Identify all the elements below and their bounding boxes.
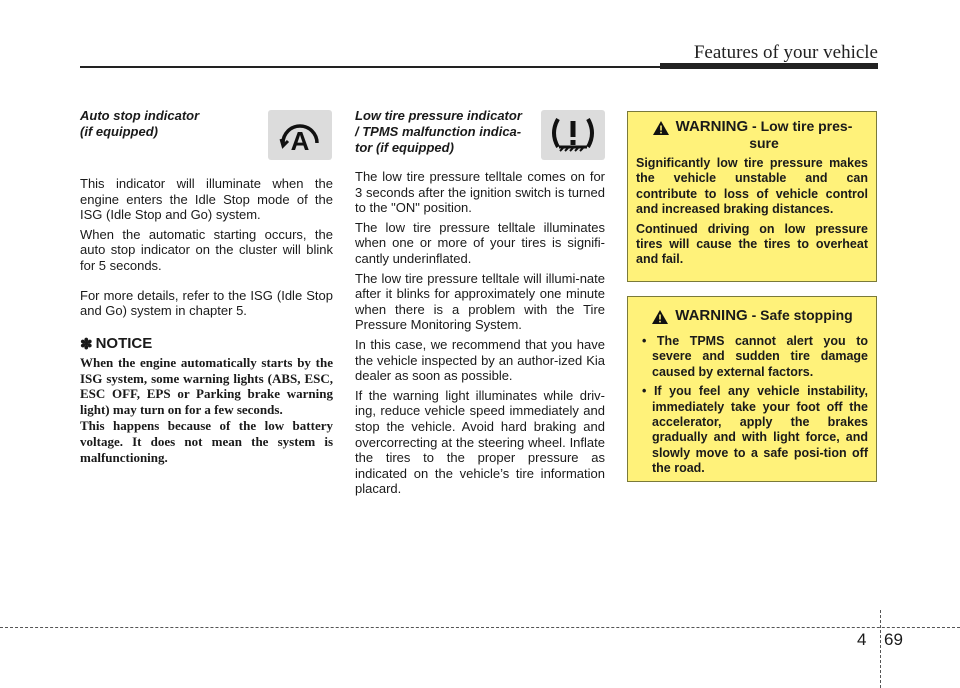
warning-box-low-tire-pressure — [627, 111, 877, 282]
warning-paragraph: Significantly low tire pressure makes the vehicle unstable and can contribute to loss of vehicle control and increased braking distances. — [636, 156, 868, 217]
warning-subtitle: - Safe stopping — [751, 307, 853, 323]
warning-box-safe-stopping — [627, 296, 877, 482]
tpms-paragraph: The low tire pressure telltale illuminates when one or more of your tires is signifi-cantly underinflated. — [355, 219, 605, 266]
header-rule-accent — [660, 63, 878, 69]
notice-title — [80, 335, 333, 353]
warning-title — [675, 307, 853, 324]
notice-label: NOTICE — [95, 335, 153, 353]
tpms-paragraph: The low tire pressure telltale comes on for 3 seconds after the ignition switch is turned to the "ON" position. — [355, 169, 605, 216]
notice-symbol: ✽ — [80, 335, 93, 353]
warning-paragraph: Continued driving on low pressure tires will cause the tires to overheat and fail. — [636, 221, 868, 267]
warning-triangle-icon — [651, 309, 669, 330]
warning-bullet-list — [636, 334, 868, 477]
tpms-heading: Low tire pressure indicator / TPMS malfunction indica- tor (if equipped) — [355, 108, 522, 155]
tpms-paragraph: The low tire pressure telltale will illumi-nate after it blinks for approximately one minute when there is a problem with the Tire Pressure Monitoring System. — [355, 270, 605, 333]
footer-divider — [880, 610, 881, 688]
svg-text:A: A — [290, 126, 310, 156]
auto-stop-paragraph: This indicator will illuminate when the engine enters the Idle Stop mode of the ISG (Idle Stop and Go) system. — [80, 176, 333, 223]
tpms-paragraph: In this case, we recommend that you have the vehicle inspected by an author-ized Kia dealer as soon as possible. — [355, 336, 605, 384]
warning-label: WARNING — [675, 307, 748, 324]
warning-bullet: • If you feel any vehicle instability, immediately take your foot off the accelerator, apply the brakes gradually and with light force, and slowly move to a safe posi-tion off the road. — [642, 384, 868, 476]
chapter-number: 4 — [857, 630, 867, 649]
tire-pressure-icon — [541, 110, 605, 160]
auto-stop-icon — [268, 110, 332, 160]
notice-paragraph: When the engine automatically starts by the ISG system, some warning lights (ABS, ESC, ESC OFF, EPS or Parking brake warning light) may turn on for a few seconds. — [80, 354, 333, 418]
tpms-paragraph: If the warning light illuminates while driv-ing, reduce vehicle speed immediately and stop the vehicle. Avoid hard braking and overcorrecting at the steering wheel. Inflate the tires to the proper pressure as indicated on the vehicle’s tire information placard. — [355, 387, 605, 497]
footer-rule — [0, 627, 960, 628]
auto-stop-paragraph: For more details, refer to the ISG (Idle Stop and Go) system in chapter 5. — [80, 287, 333, 319]
page-header-title: Features of your vehicle — [693, 42, 878, 63]
warning-subtitle-continued: sure — [749, 135, 779, 151]
tpms-section — [355, 108, 605, 501]
auto-stop-section — [80, 108, 333, 465]
warning-header — [636, 118, 868, 152]
auto-stop-paragraph: When the automatic starting occurs, the auto stop indicator on the cluster will blink for 5 seconds. — [80, 226, 333, 273]
warning-header — [636, 307, 868, 330]
warning-label: WARNING — [675, 118, 749, 135]
warning-title — [676, 118, 853, 152]
auto-stop-heading: Auto stop indicator (if equipped) — [80, 108, 200, 139]
warning-bullet: • The TPMS cannot alert you to severe and sudden tire damage caused by external factors. — [642, 334, 868, 379]
notice-paragraph: This happens because of the low battery voltage. It does not mean the system is malfunctioning. — [80, 417, 333, 465]
warning-subtitle: - Low tire pres- — [752, 118, 853, 134]
page-number: 69 — [884, 630, 903, 649]
warning-triangle-icon — [652, 120, 670, 141]
